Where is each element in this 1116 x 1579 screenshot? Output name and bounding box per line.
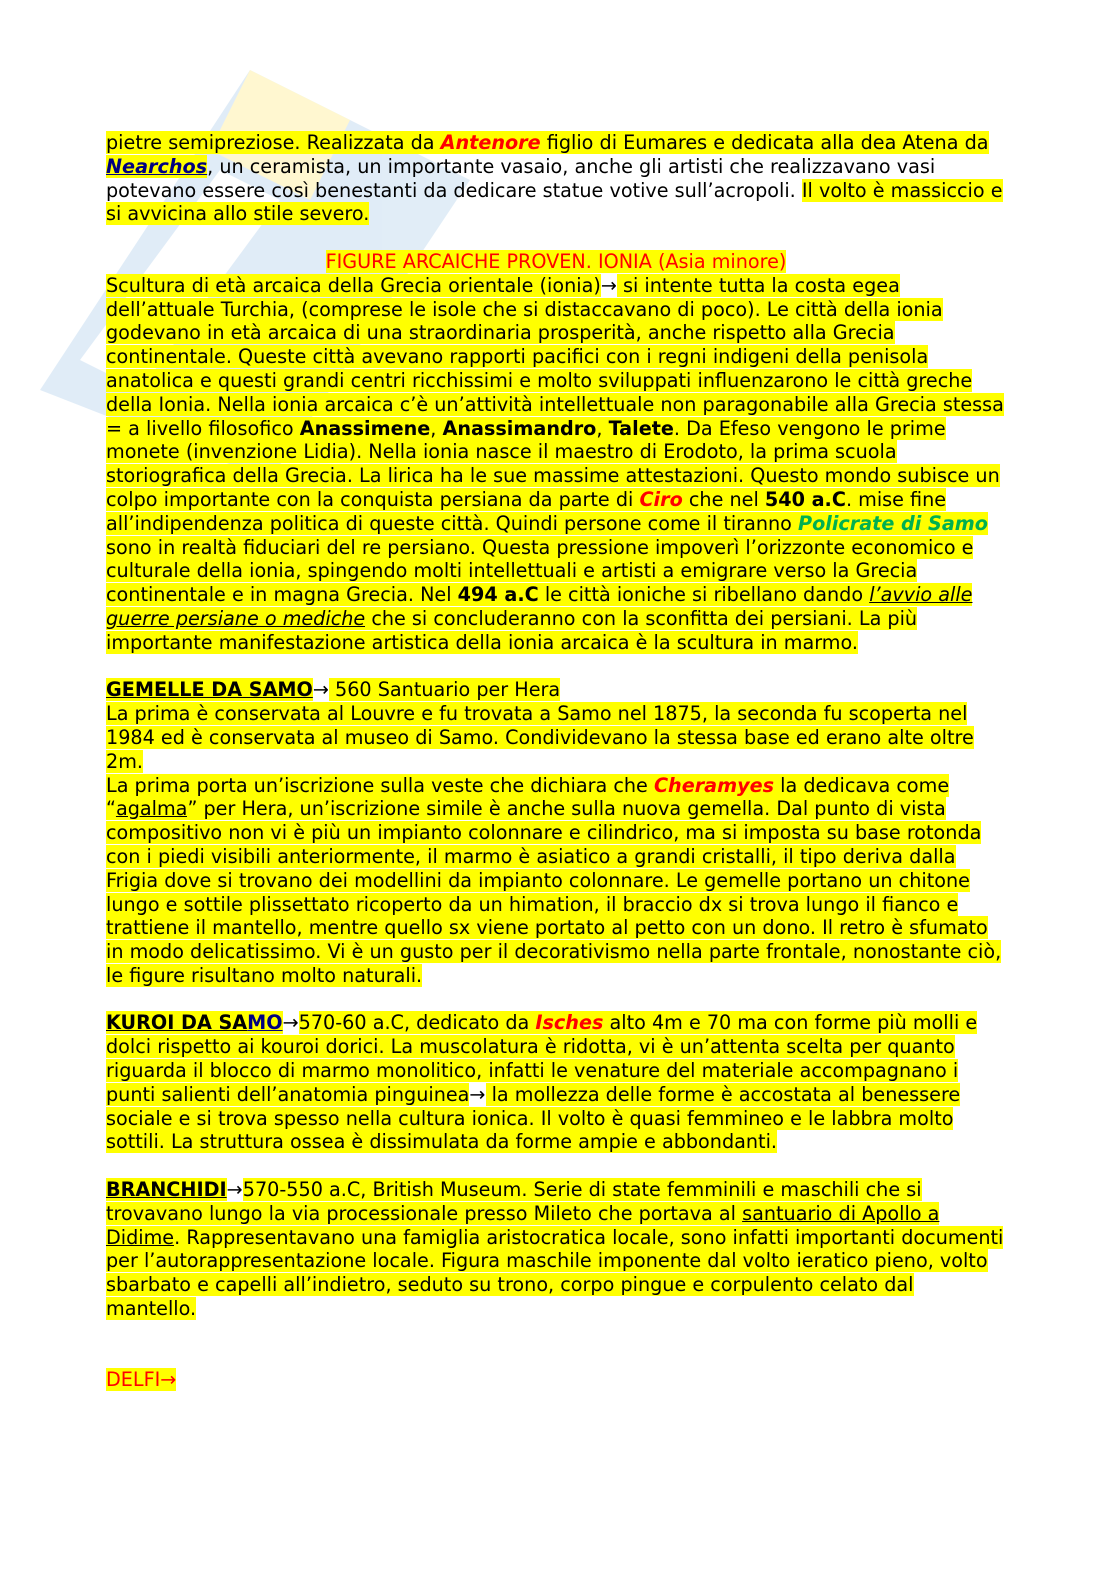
arrow-icon: → bbox=[282, 1011, 299, 1035]
link-nearchos[interactable]: Nearchos bbox=[106, 154, 208, 178]
document-page bbox=[106, 131, 1006, 1392]
name-policrate: Policrate di Samo bbox=[798, 511, 988, 535]
name-isches: Isches bbox=[535, 1011, 604, 1035]
delfi-heading bbox=[106, 1368, 1006, 1392]
arrow-icon: → bbox=[160, 1368, 177, 1392]
section-heading: FIGURE ARCAICHE PROVEN. IONIA (Asia minore) bbox=[325, 249, 787, 273]
kuroi-title: KUROI DA SA bbox=[106, 1011, 248, 1035]
link-santuario-apollo[interactable]: santuario di Apollo a Didime bbox=[106, 1201, 940, 1249]
ionia-paragraph: Scultura di età arcaica della Grecia orientale (ionia)→ si intente tutta la costa egea dell’attuale Turchia, (comprese le isole che si distaccavano di poco). Le città della ionia godevano in età arcaica di una straordinaria prosperità, anche rispetto alla Grecia continentale. Queste città avevano rapporti pacifici con i regni indigeni della penisola anatolica e questi grandi centri ricchissimi e molto sviluppati influenzarono le città greche della Ionia. Nella ionia arcaica c’è un’attività intellettuale non paragonabile alla Grecia stessa = a livello filosofico Anassimene, Anassimandro, Talete. Da Efeso vengono le prime monete (invenzione Lidia). Nella ionia nasce il maestro di Erodoto, la prima scuola storiografica della Grecia. La lirica ha le sue massime attestazioni. Questo mondo subisce un colpo importante con la conquista persiana da parte di Ciro che nel 540 a.C. mise fine all’indipendenza politica di queste città. Quindi persone come il tiranno Policrate di Samo sono in realtà fiduciari del re persiano. Questa pressione impoverì l’orizzonte economico e culturale della ionia, spingendo molti intellettuali e artisti a emigrare verso la Grecia continentale e in magna Grecia. Nel 494 a.C le città ioniche si ribellano dando l’avvio alle guerre persiane o mediche che si concluderanno con la sconfitta dei persiani. La più importante manifestazione artistica della ionia arcaica è la scultura in marmo. bbox=[106, 273, 1004, 654]
branchidi-title: BRANCHIDI bbox=[106, 1178, 227, 1202]
arrow-icon: → bbox=[469, 1082, 486, 1106]
name-ciro: Ciro bbox=[639, 487, 683, 511]
term-agalma: agalma bbox=[115, 797, 188, 821]
gemelle-paragraph-2: La prima porta un’iscrizione sulla veste che dichiara che Cheramyes la dedicava come “agalma” per Hera, un’iscrizione simile è anche sulla nuova gemella. Dal punto di vista compositivo non vi è più un impianto colonnare e cilindrico, ma si imposta su base rotonda con i piedi visibili anteriormente, il marmo è asiatico a grandi cristalli, il tipo deriva dalla Frigia dove si trovano dei modellini da impianto colonnare. Le gemelle portano un chitone lungo e sottile plissettato ricoperto da un himation, il braccio dx si trova lungo il fianco e trattiene il mantello, mentre quello sx viene portato al petto con un dono. Il retro è sfumato in modo delicatissimo. Vi è un gusto per il decorativismo nella parte frontale, nonostante ciò, le figure risultano molto naturali. bbox=[106, 773, 1002, 987]
arrow-icon: → bbox=[312, 678, 329, 702]
branchidi-paragraph: BRANCHIDI→570-550 a.C, British Museum. Serie di state femminili e maschili che si trovavano lungo la via processionale presso Mileto che portava al santuario di Apollo a Didime. Rappresentavano una famiglia aristocratica locale, sono infatti importanti documenti per l’autorappresentazione locale. Figura maschile imponente dal volto ieratico pieno, volto sbarbato e capelli all’indietro, seduto su trono, corpo pingue e corpulento celato dal mantello. bbox=[106, 1178, 1004, 1321]
intro-paragraph: pietre semipreziose. Realizzata da Antenore figlio di Eumares e dedicata alla dea Atena da Nearchos, un ceramista, un importante vasaio, anche gli artisti che realizzavano vasi potevano essere così benestanti da dedicare statue votive sull’acropoli. Il volto è massiccio e si avvicina allo stile severo. bbox=[106, 131, 1003, 226]
arrow-icon: → bbox=[600, 273, 617, 297]
name-cheramyes: Cheramyes bbox=[653, 773, 775, 797]
kuroi-paragraph: KUROI DA SAMO→570-60 a.C, dedicato da Isches alto 4m e 70 ma con forme più molli e dolci rispetto ai kouroi dorici. La muscolatura è ridotta, vi è un’attenta scelta per quanto riguarda il blocco di marmo monolitico, infatti le venature del materiale accompagnano i punti salienti dell’anatomia pinguinea→ la mollezza delle forme è accostata al benessere sociale e si trova spesso nella cultura ionica. Il volto è quasi femmineo e le labbra molto sottili. La struttura ossea è dissimulata da forme ampie e abbondanti. bbox=[106, 1011, 978, 1154]
gemelle-paragraph-1: La prima è conservata al Louvre e fu trovata a Samo nel 1875, la seconda fu scoperta nel 1984 ed è conservata al museo di Samo. Condividevano la stessa base ed erano alte oltre 2m. bbox=[106, 702, 974, 773]
guerre-persiane-phrase: l’avvio alle guerre persiane o mediche bbox=[106, 583, 973, 630]
gemelle-heading: GEMELLE DA SAMO→ 560 Santuario per Hera bbox=[106, 678, 561, 702]
arrow-icon: → bbox=[226, 1178, 243, 1202]
delfi-title: DELFI bbox=[106, 1368, 161, 1392]
gemelle-title: GEMELLE DA SAMO bbox=[106, 678, 313, 702]
name-antenore: Antenore bbox=[440, 131, 541, 154]
